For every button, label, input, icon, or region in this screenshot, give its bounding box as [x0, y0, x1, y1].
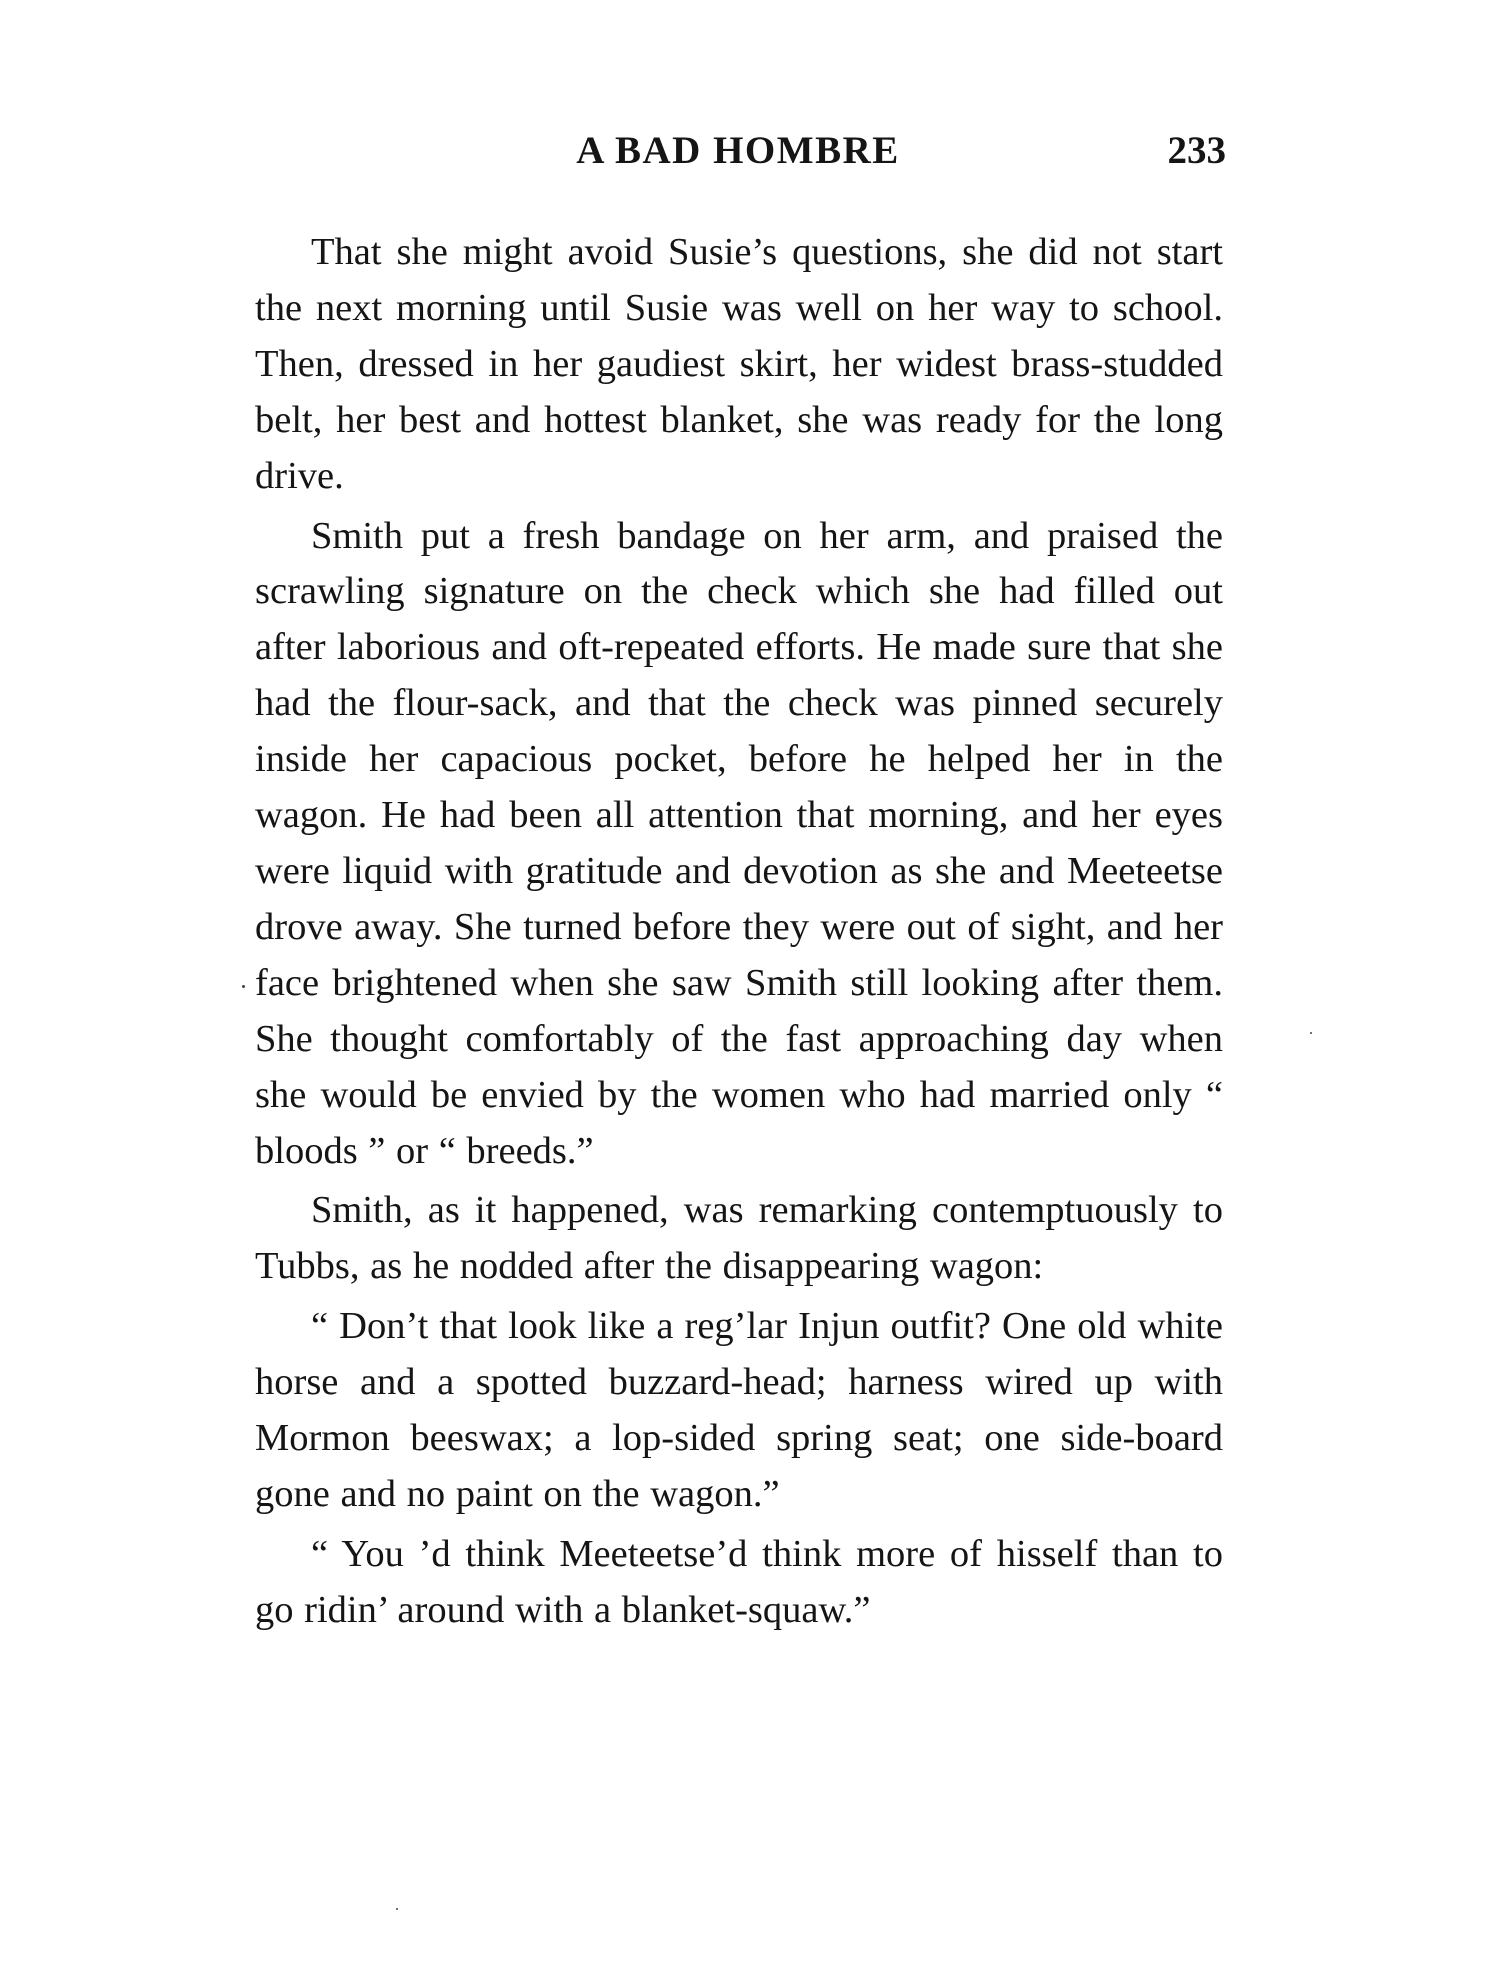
paragraph: Smith, as it happened, was remarking contemptuously to Tubbs, as he nodded after the disappearing wagon: [255, 1189, 1223, 1288]
body-text [255, 225, 1223, 1639]
running-title: A BAD HOMBRE [576, 129, 900, 172]
print-speck [1310, 1032, 1312, 1034]
running-head [250, 128, 1226, 188]
page-number: 233 [1167, 129, 1226, 172]
paragraph: That she might avoid Susie’s questions, she did not start the next morning until Susie was well on her way to school. Then, dressed in her gaudiest skirt, her widest brass-studded belt, her best and hottest blanket, she was ready for the long drive. [255, 231, 1223, 497]
paragraph: Smith put a fresh bandage on her arm, and praised the scrawling signature on the check which she had filled out after laborious and oft-repeated efforts. He made sure that she had the flour-sack, and that the check was pinned securely inside her capacious pocket, before he helped her in the wagon. He had been all attention that morning, and her eyes were liquid with gratitude and devotion as she and Meeteetse drove away. She turned before they were out of sight, and her face brightened when she saw Smith still looking after them. She thought comfortably of the fast approaching day when she would be envied by the women who had married only “ bloods ” or “ breeds.” [255, 514, 1223, 1172]
paragraph: “ Don’t that look like a reg’lar Injun outfit? One old white horse and a spotted buzzard-head; harness wired up with Mormon beeswax; a lop-sided spring seat; one side-board gone and no paint on the wagon.” [255, 1305, 1223, 1515]
paragraph: “ You ’d think Meeteetse’d think more of hisself than to go ridin’ around with a blanket-squaw.” [255, 1532, 1223, 1631]
print-speck [396, 1908, 398, 1910]
print-speck [242, 985, 245, 988]
